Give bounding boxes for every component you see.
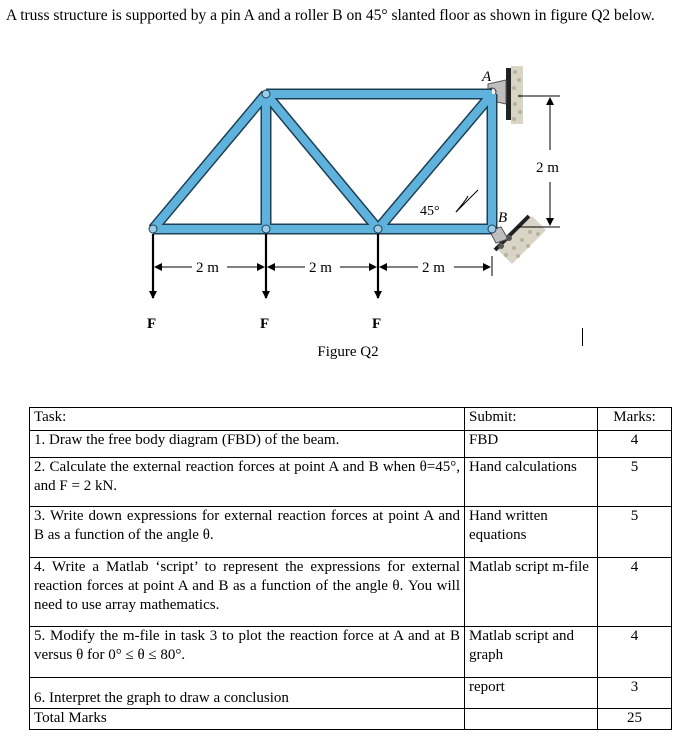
task-text: 6. Interpret the graph to draw a conclusion — [34, 690, 289, 706]
submit-text: FBD — [465, 431, 598, 458]
marks-value: 4 — [598, 627, 672, 678]
marks-value: 4 — [598, 558, 672, 627]
submit-text: Hand written equations — [465, 507, 598, 558]
total-row — [30, 709, 672, 730]
submit-text: Matlab script m-file — [465, 558, 598, 627]
header-submit: Submit: — [465, 408, 598, 431]
marks-value: 5 — [598, 458, 672, 507]
table-row — [30, 678, 672, 709]
task-text: 3. Write down expressions for external reaction forces at point A and B as a function of the angle θ. — [34, 508, 460, 543]
height-dimension-label: 2 m — [536, 160, 559, 176]
submit-text: report — [465, 678, 598, 709]
table-row — [30, 458, 672, 507]
truss-members — [149, 90, 496, 233]
marks-value: 4 — [598, 431, 672, 458]
marks-value: 3 — [598, 678, 672, 709]
force-label-3: F — [372, 316, 382, 332]
label-b: B — [498, 210, 508, 226]
submit-text: Hand calculations — [465, 458, 598, 507]
marks-value: 5 — [598, 507, 672, 558]
stray-cursor-mark — [582, 328, 583, 346]
figure-caption: Figure Q2 — [317, 344, 379, 360]
table-row — [30, 558, 672, 627]
task-text: 1. Draw the free body diagram (FBD) of the beam. — [34, 432, 340, 448]
task-table — [29, 407, 672, 730]
span-dimension-2: 2 m — [309, 260, 332, 276]
table-row — [30, 627, 672, 678]
header-marks: Marks: — [598, 408, 672, 431]
force-label-2: F — [260, 316, 270, 332]
total-submit-empty — [465, 709, 598, 730]
span-dimension-1: 2 m — [196, 260, 219, 276]
problem-statement: A truss structure is supported by a pin A and a roller B on 45° slanted floor as shown in figure Q2 below. — [6, 7, 655, 24]
truss-figure — [0, 52, 696, 342]
table-row — [30, 507, 672, 558]
span-dimension-3: 2 m — [422, 260, 445, 276]
angle-label: 45° — [420, 204, 440, 219]
load-arrows — [153, 234, 378, 298]
header-task: Task: — [30, 408, 465, 431]
table-header-row — [30, 408, 672, 431]
table-row — [30, 431, 672, 458]
task-text: 5. Modify the m-file in task 3 to plot the reaction force at A and at B versus θ for 0° ≤ θ ≤ 80°. — [34, 628, 460, 663]
angle-reference-line — [456, 190, 478, 212]
task-text: 2. Calculate the external reaction forces at point A and B when θ=45°, and F = 2 kN. — [34, 459, 460, 494]
force-label-1: F — [147, 316, 157, 332]
total-label: Total Marks — [30, 709, 465, 730]
label-a: A — [482, 69, 492, 85]
submit-text: Matlab script and graph — [465, 627, 598, 678]
total-marks-value: 25 — [598, 709, 672, 730]
task-text: 4. Write a Matlab ‘script’ to represent the expressions for external reaction forces at point A and B as a function of the angle θ. You will need to use array mathematics. — [34, 559, 460, 613]
